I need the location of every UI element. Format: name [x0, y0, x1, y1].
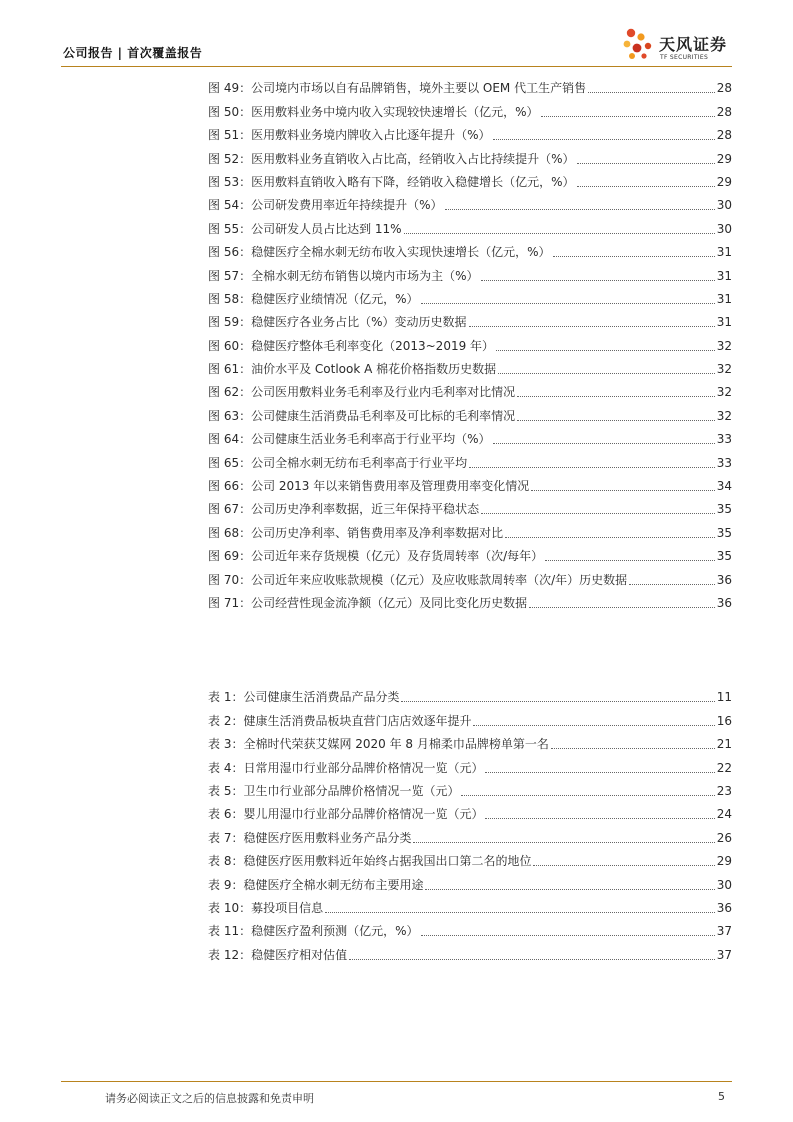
- figure-entry-page: 32: [716, 362, 732, 377]
- flower-logo-icon: [621, 24, 657, 64]
- table-entry-page: 24: [716, 807, 732, 822]
- figure-entry[interactable]: [208, 120, 732, 143]
- table-entry-title: 表 12：稳健医疗相对估值: [208, 947, 348, 962]
- dot-leader: [553, 256, 715, 257]
- table-entry[interactable]: [208, 916, 732, 939]
- table-entry-page: 23: [716, 783, 732, 798]
- footer-disclaimer: 请务必阅读正文之后的信息披露和免责申明: [105, 1092, 314, 1105]
- figure-entry-page: 35: [716, 525, 732, 540]
- dot-leader: [485, 772, 714, 773]
- table-entry-title: 表 10：募投项目信息: [208, 900, 324, 915]
- dot-leader: [505, 537, 715, 538]
- table-entry[interactable]: [208, 869, 732, 892]
- figure-entry-title: 图 68：公司历史净利率、销售费用率及净利率数据对比: [208, 525, 504, 540]
- figure-entry-page: 36: [716, 572, 732, 587]
- figure-entry[interactable]: [208, 260, 732, 283]
- figure-entry-page: 28: [716, 128, 732, 143]
- figure-entry[interactable]: [208, 307, 732, 330]
- table-entry-title: 表 1：公司健康生活消费品产品分类: [208, 690, 400, 705]
- dot-leader: [517, 420, 715, 421]
- figure-entry-title: 图 56：稳健医疗全棉水刺无纺布收入实现快速增长（亿元，%）: [208, 245, 551, 260]
- figure-entry-page: 33: [716, 432, 732, 447]
- dot-leader: [588, 92, 715, 93]
- dot-leader: [498, 373, 715, 374]
- table-entry[interactable]: [208, 893, 732, 916]
- table-entry-page: 26: [716, 830, 732, 845]
- dot-leader: [421, 935, 715, 936]
- figure-entry[interactable]: [208, 494, 732, 517]
- figure-entry[interactable]: [208, 424, 732, 447]
- dot-leader: [541, 116, 715, 117]
- figure-entry-title: 图 54：公司研发费用率近年持续提升（%）: [208, 198, 443, 213]
- dot-leader: [404, 233, 715, 234]
- figure-entry[interactable]: [208, 471, 732, 494]
- figure-entry-page: 29: [716, 151, 732, 166]
- dot-leader: [445, 209, 715, 210]
- table-entry-page: 36: [716, 900, 732, 915]
- figure-entry-page: 32: [716, 338, 732, 353]
- figure-entry-page: 28: [716, 81, 732, 96]
- figure-entry-title: 图 70：公司近年来应收账款规模（亿元）及应收账款周转率（次/年）历史数据: [208, 572, 628, 587]
- dot-leader: [517, 396, 715, 397]
- table-entry[interactable]: [208, 705, 732, 728]
- figure-entry-title: 图 71：公司经营性现金流净额（亿元）及同比变化历史数据: [208, 595, 528, 610]
- dot-leader: [469, 326, 715, 327]
- table-entry-title: 表 6：婴儿用湿巾行业部分品牌价格情况一览（元）: [208, 807, 484, 822]
- table-entry[interactable]: [208, 682, 732, 705]
- figure-entry-page: 31: [716, 268, 732, 283]
- table-entry-page: 29: [716, 854, 732, 869]
- dot-leader: [473, 725, 714, 726]
- figure-entry[interactable]: [208, 354, 732, 377]
- figure-entry-page: 31: [716, 315, 732, 330]
- figure-list: [208, 73, 732, 611]
- table-entry[interactable]: [208, 776, 732, 799]
- figure-entry-title: 图 50：医用敷料业务中境内收入实现较快速增长（亿元，%）: [208, 104, 539, 119]
- figure-entry-title: 图 52：医用敷料业务直销收入占比高，经销收入占比持续提升（%）: [208, 151, 575, 166]
- figure-entry[interactable]: [208, 284, 732, 307]
- figure-entry[interactable]: [208, 143, 732, 166]
- page-number: 5: [718, 1090, 725, 1103]
- figure-entry[interactable]: [208, 96, 732, 119]
- dot-leader: [577, 186, 715, 187]
- logo-chinese-name: 天风证券: [659, 35, 728, 54]
- figure-entry-title: 图 57：全棉水刺无纺布销售以境内市场为主（%）: [208, 268, 479, 283]
- figure-entry-title: 图 59：稳健医疗各业务占比（%）变动历史数据: [208, 315, 467, 330]
- figure-entry-title: 图 53：医用敷料直销收入略有下降，经销收入稳健增长（亿元，%）: [208, 174, 575, 189]
- figure-entry-title: 图 69：公司近年来存货规模（亿元）及存货周转率（次/每年）: [208, 549, 544, 564]
- figure-entry-page: 31: [716, 245, 732, 260]
- dot-leader: [496, 350, 715, 351]
- figure-entry-title: 图 66：公司 2013 年以来销售费用率及管理费用率变化情况: [208, 479, 530, 494]
- dot-leader: [531, 490, 714, 491]
- dot-leader: [425, 889, 714, 890]
- table-entry[interactable]: [208, 822, 732, 845]
- table-entry-page: 22: [716, 760, 732, 775]
- table-entry-title: 表 7：稳健医疗医用敷料业务产品分类: [208, 830, 412, 845]
- figure-entry-title: 图 67：公司历史净利率数据，近三年保持平稳状态: [208, 502, 480, 517]
- table-entry-page: 16: [716, 713, 732, 728]
- logo-english-name: TF SECURITIES: [660, 54, 709, 61]
- table-entry[interactable]: [208, 846, 732, 869]
- footer-divider: [61, 1081, 732, 1082]
- figure-entry[interactable]: [208, 541, 732, 564]
- figure-entry-title: 图 61：油价水平及 Cotlook A 棉花价格指数历史数据: [208, 362, 497, 377]
- figure-entry[interactable]: [208, 447, 732, 470]
- dot-leader: [551, 748, 715, 749]
- figure-entry[interactable]: [208, 400, 732, 423]
- table-entry-page: 21: [716, 737, 732, 752]
- figure-entry[interactable]: [208, 588, 732, 611]
- dot-leader: [629, 584, 715, 585]
- header-divider: [61, 66, 732, 67]
- dot-leader: [533, 865, 714, 866]
- tf-securities-logo: [621, 24, 733, 64]
- figure-entry-title: 图 63：公司健康生活消费品毛利率及可比标的毛利率情况: [208, 408, 516, 423]
- figure-entry-page: 33: [716, 455, 732, 470]
- dot-leader: [485, 818, 714, 819]
- table-entry-title: 表 11：稳健医疗盈利预测（亿元，%）: [208, 924, 419, 939]
- dot-leader: [461, 795, 714, 796]
- table-entry-page: 37: [716, 924, 732, 939]
- table-entry[interactable]: [208, 799, 732, 822]
- table-entry-title: 表 9：稳健医疗全棉水刺无纺布主要用途: [208, 877, 424, 892]
- figure-entry-page: 31: [716, 291, 732, 306]
- dot-leader: [413, 842, 714, 843]
- figure-entry-page: 29: [716, 174, 732, 189]
- figure-entry-page: 28: [716, 104, 732, 119]
- table-entry[interactable]: [208, 939, 732, 962]
- figure-entry-page: 35: [716, 502, 732, 517]
- report-type-label: 公司报告 | 首次覆盖报告: [63, 46, 203, 60]
- table-entry-page: 11: [716, 690, 732, 705]
- figure-entry-title: 图 64：公司健康生活业务毛利率高于行业平均（%）: [208, 432, 491, 447]
- figure-entry-title: 图 55：公司研发人员占比达到 11%: [208, 221, 402, 236]
- dot-leader: [401, 701, 714, 702]
- figure-entry[interactable]: [208, 377, 732, 400]
- dot-leader: [545, 560, 715, 561]
- table-entry-page: 30: [716, 877, 732, 892]
- dot-leader: [481, 513, 715, 514]
- table-entry-title: 表 8：稳健医疗医用敷料近年始终占据我国出口第二名的地位: [208, 854, 532, 869]
- figure-entry[interactable]: [208, 237, 732, 260]
- dot-leader: [421, 303, 715, 304]
- dot-leader: [493, 139, 715, 140]
- table-entry[interactable]: [208, 729, 732, 752]
- dot-leader: [325, 912, 715, 913]
- figure-entry-page: 30: [716, 198, 732, 213]
- figure-entry-page: 30: [716, 221, 732, 236]
- figure-entry[interactable]: [208, 167, 732, 190]
- dot-leader: [493, 443, 715, 444]
- figure-entry-page: 36: [716, 595, 732, 610]
- table-entry-title: 表 3：全棉时代荣获艾媒网 2020 年 8 月棉柔巾品牌榜单第一名: [208, 737, 549, 752]
- dot-leader: [529, 607, 715, 608]
- dot-leader: [469, 467, 715, 468]
- dot-leader: [481, 280, 715, 281]
- table-entry-title: 表 5：卫生巾行业部分品牌价格情况一览（元）: [208, 783, 460, 798]
- figure-entry-page: 34: [716, 479, 732, 494]
- figure-entry-title: 图 65：公司全棉水刺无纺布毛利率高于行业平均: [208, 455, 468, 470]
- figure-entry[interactable]: [208, 564, 732, 587]
- table-entry[interactable]: [208, 752, 732, 775]
- figure-entry-page: 32: [716, 408, 732, 423]
- table-entry-title: 表 4：日常用湿巾行业部分品牌价格情况一览（元）: [208, 760, 484, 775]
- figure-entry-page: 32: [716, 385, 732, 400]
- figure-entry-title: 图 62：公司医用敷料业务毛利率及行业内毛利率对比情况: [208, 385, 516, 400]
- figure-entry-title: 图 58：稳健医疗业绩情况（亿元，%）: [208, 291, 419, 306]
- dot-leader: [349, 959, 715, 960]
- table-entry-title: 表 2：健康生活消费品板块直营门店店效逐年提升: [208, 713, 472, 728]
- figure-entry[interactable]: [208, 213, 732, 236]
- figure-entry[interactable]: [208, 330, 732, 353]
- figure-entry-title: 图 51：医用敷料业务境内牌收入占比逐年提升（%）: [208, 128, 491, 143]
- figure-entry[interactable]: [208, 73, 732, 96]
- figure-entry[interactable]: [208, 190, 732, 213]
- figure-entry-title: 图 60：稳健医疗整体毛利率变化（2013~2019 年）: [208, 338, 495, 353]
- figure-entry-page: 35: [716, 549, 732, 564]
- figure-entry-title: 图 49：公司境内市场以自有品牌销售，境外主要以 OEM 代工生产销售: [208, 81, 587, 96]
- dot-leader: [577, 163, 715, 164]
- table-entry-page: 37: [716, 947, 732, 962]
- figure-entry[interactable]: [208, 517, 732, 540]
- table-list: [208, 682, 732, 963]
